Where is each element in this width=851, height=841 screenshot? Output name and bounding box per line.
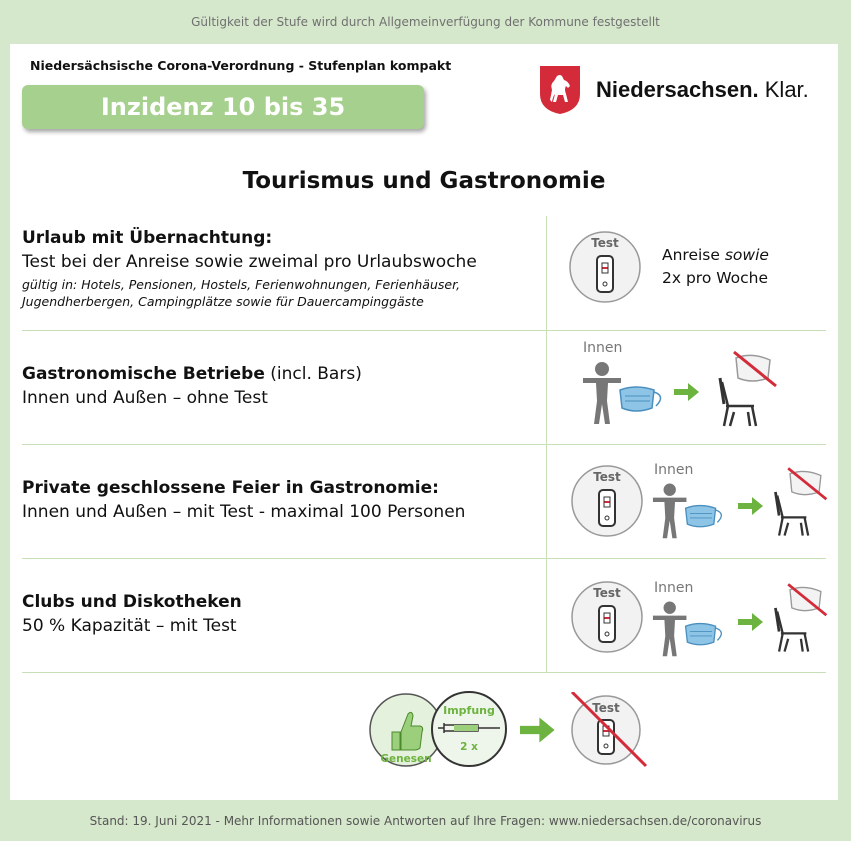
rule-title: Clubs und Diskotheken	[22, 592, 242, 612]
content-card	[10, 44, 838, 800]
person-with-mask-icon	[580, 358, 670, 430]
chair-no-mask-icon	[770, 580, 830, 658]
validity-note: Gültigkeit der Stufe wird durch Allgemeinverfügung der Kommune festgestellt	[191, 15, 660, 29]
lower-saxony-horse-emblem	[538, 64, 582, 116]
test-icon-label: Test	[593, 586, 621, 600]
vaccination-badge	[430, 690, 508, 772]
incidence-badge: Inzidenz 10 bis 35	[22, 85, 424, 129]
no-test-required-icon	[566, 692, 650, 772]
vaccination-label: Impfung	[443, 704, 495, 717]
green-arrow-icon	[520, 716, 556, 748]
row-divider	[22, 672, 826, 673]
green-arrow-icon	[674, 382, 700, 406]
footer-note: Stand: 19. Juni 2021 - Mehr Informationen sowie Antworten auf Ihre Fragen: www.niedersachsen.de/coronavirus	[89, 813, 762, 828]
test-icon	[570, 464, 644, 542]
indoor-label: Innen	[654, 580, 694, 596]
test-icon-label: Test	[592, 701, 620, 715]
green-arrow-icon	[738, 496, 764, 520]
rule-private-party	[22, 478, 542, 522]
test-icon	[570, 580, 644, 658]
rule-overnight-stay	[22, 228, 542, 310]
logo	[538, 64, 809, 116]
rule-description: Test bei der Anreise sowie zweimal pro Urlaubswoche	[22, 252, 477, 272]
rule-scope-line-1: gültig in: Hotels, Pensionen, Hostels, Ferienwohnungen, Ferienhäuser,	[22, 277, 461, 292]
rule-title: Private geschlossene Feier in Gastronomie:	[22, 478, 439, 498]
rule-gastronomy	[22, 364, 542, 408]
rule-title: Gastronomische Betriebe (incl. Bars)	[22, 364, 362, 384]
row-divider	[22, 330, 826, 331]
rule-description: Innen und Außen – mit Test - maximal 100 Personen	[22, 502, 466, 522]
arrival-frequency: Anreise sowie 2x pro Woche	[662, 246, 769, 287]
chair-no-mask-icon	[770, 464, 830, 542]
row-divider	[22, 558, 826, 559]
section-heading: Tourismus und Gastronomie	[242, 168, 606, 194]
row-divider	[22, 444, 826, 445]
indoor-label: Innen	[654, 462, 694, 478]
green-arrow-icon	[738, 612, 764, 636]
rule-description: 50 % Kapazität – mit Test	[22, 616, 237, 636]
test-icon	[568, 230, 642, 308]
rule-scope-line-2: Jugendherbergen, Campingplätze sowie für Dauercampinggäste	[22, 294, 424, 309]
indoor-label: Innen	[583, 340, 623, 356]
test-icon-label: Test	[593, 470, 621, 484]
logo-wordmark: Niedersachsen. Klar.	[596, 77, 809, 102]
person-with-mask-icon	[650, 598, 730, 662]
rule-clubs	[22, 592, 542, 636]
chair-no-mask-icon	[714, 348, 780, 432]
test-icon-label: Test	[591, 236, 619, 250]
rule-title: Urlaub mit Übernachtung:	[22, 228, 273, 248]
recovered-label: Genesen	[380, 753, 432, 765]
person-with-mask-icon	[650, 480, 730, 544]
vaccination-count: 2 x	[460, 741, 478, 753]
subtitle: Niedersächsische Corona-Verordnung - Stufenplan kompakt	[30, 58, 452, 73]
rule-description: Innen und Außen – ohne Test	[22, 388, 268, 408]
